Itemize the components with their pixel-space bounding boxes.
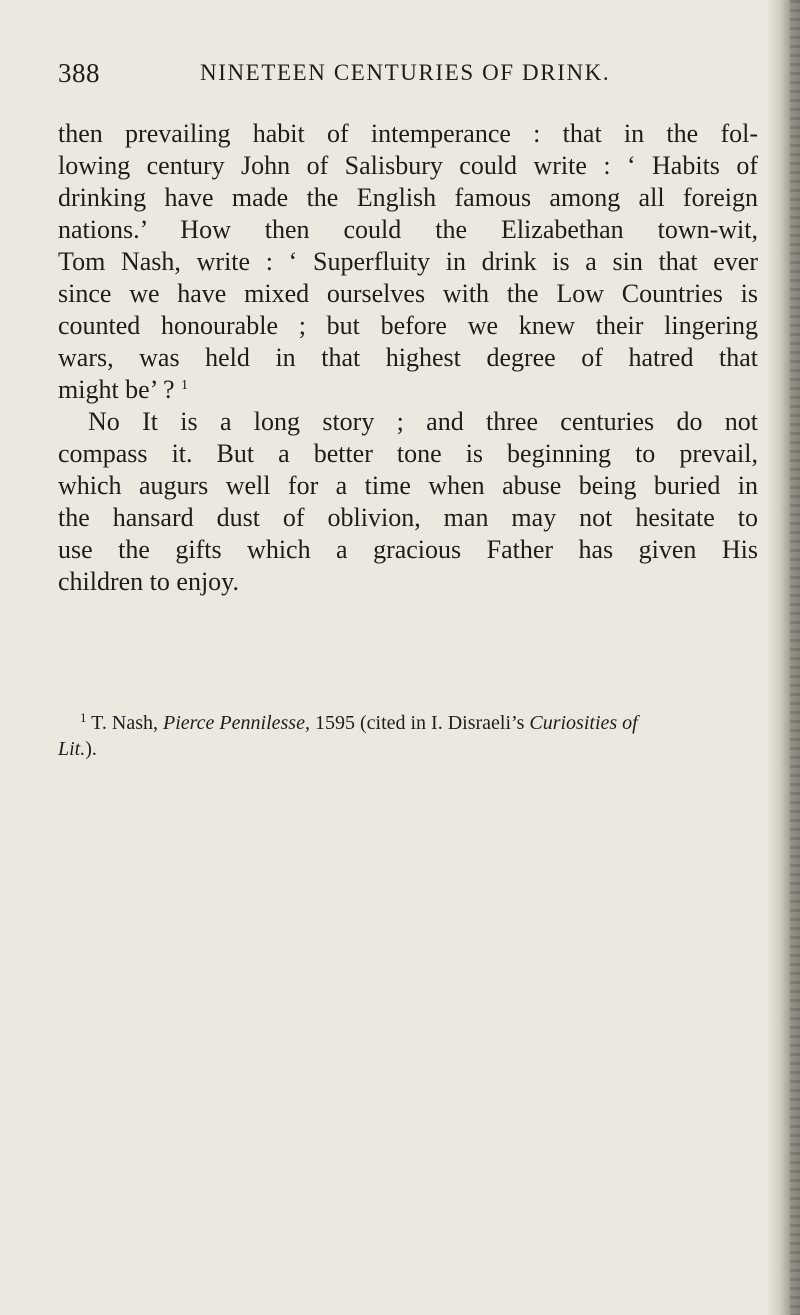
- text-line-with-note: [58, 374, 758, 406]
- footnote-mark: 1: [80, 710, 87, 725]
- footnote-line: [58, 710, 758, 736]
- footnote-work-title: Pierce Pennilesse,: [162, 712, 310, 734]
- text-line: use the gifts which a gracious Father has given His: [58, 535, 758, 564]
- text-line: wars, was held in that highest degree of hatred that: [58, 343, 758, 372]
- text-line: No It is a long story ; and three centuries do not: [88, 407, 758, 436]
- text-line: drinking have made the English famous among all foreign: [58, 183, 758, 212]
- text-line: children to enjoy.: [58, 567, 239, 596]
- page-number: 388: [58, 58, 100, 88]
- text-line: lowing century John of Salisbury could write : ‘ Habits of: [58, 151, 758, 180]
- running-head: [58, 58, 758, 98]
- footnote-reference: 1: [180, 378, 188, 393]
- text-line: since we have mixed ourselves with the Low Countries is: [58, 279, 758, 308]
- body-paragraphs: [58, 118, 758, 598]
- footnote-line: [58, 736, 758, 762]
- footnote-author: T. Nash,: [91, 712, 158, 734]
- footnote: [58, 710, 758, 762]
- text-line: then prevailing habit of intemperance : that in the fol-: [58, 119, 758, 148]
- text-line: which augurs well for a time when abuse being buried in: [58, 471, 758, 500]
- text-line: the hansard dust of oblivion, man may not hesitate to: [58, 503, 758, 532]
- footnote-source-title-end: Lit.: [58, 738, 86, 760]
- text-line: Tom Nash, write : ‘ Superfluity in drink is a sin that ever: [58, 247, 758, 276]
- text-line: might be’ ?: [58, 375, 175, 404]
- text-line: counted honourable ; but before we knew their lingering: [58, 311, 758, 340]
- footnote-source-title: Curiosities of: [529, 712, 638, 734]
- footnote-citation: 1595 (cited in I. Disraeli’s: [314, 712, 525, 734]
- footnote-closing: ).: [85, 738, 97, 760]
- page-edge-binding: [790, 0, 800, 1315]
- text-line: compass it. But a better tone is beginning to prevail,: [58, 439, 758, 468]
- text-line: nations.’ How then could the Elizabethan town-wit,: [58, 215, 758, 244]
- running-title: NINETEEN CENTURIES OF DRINK.: [200, 60, 611, 85]
